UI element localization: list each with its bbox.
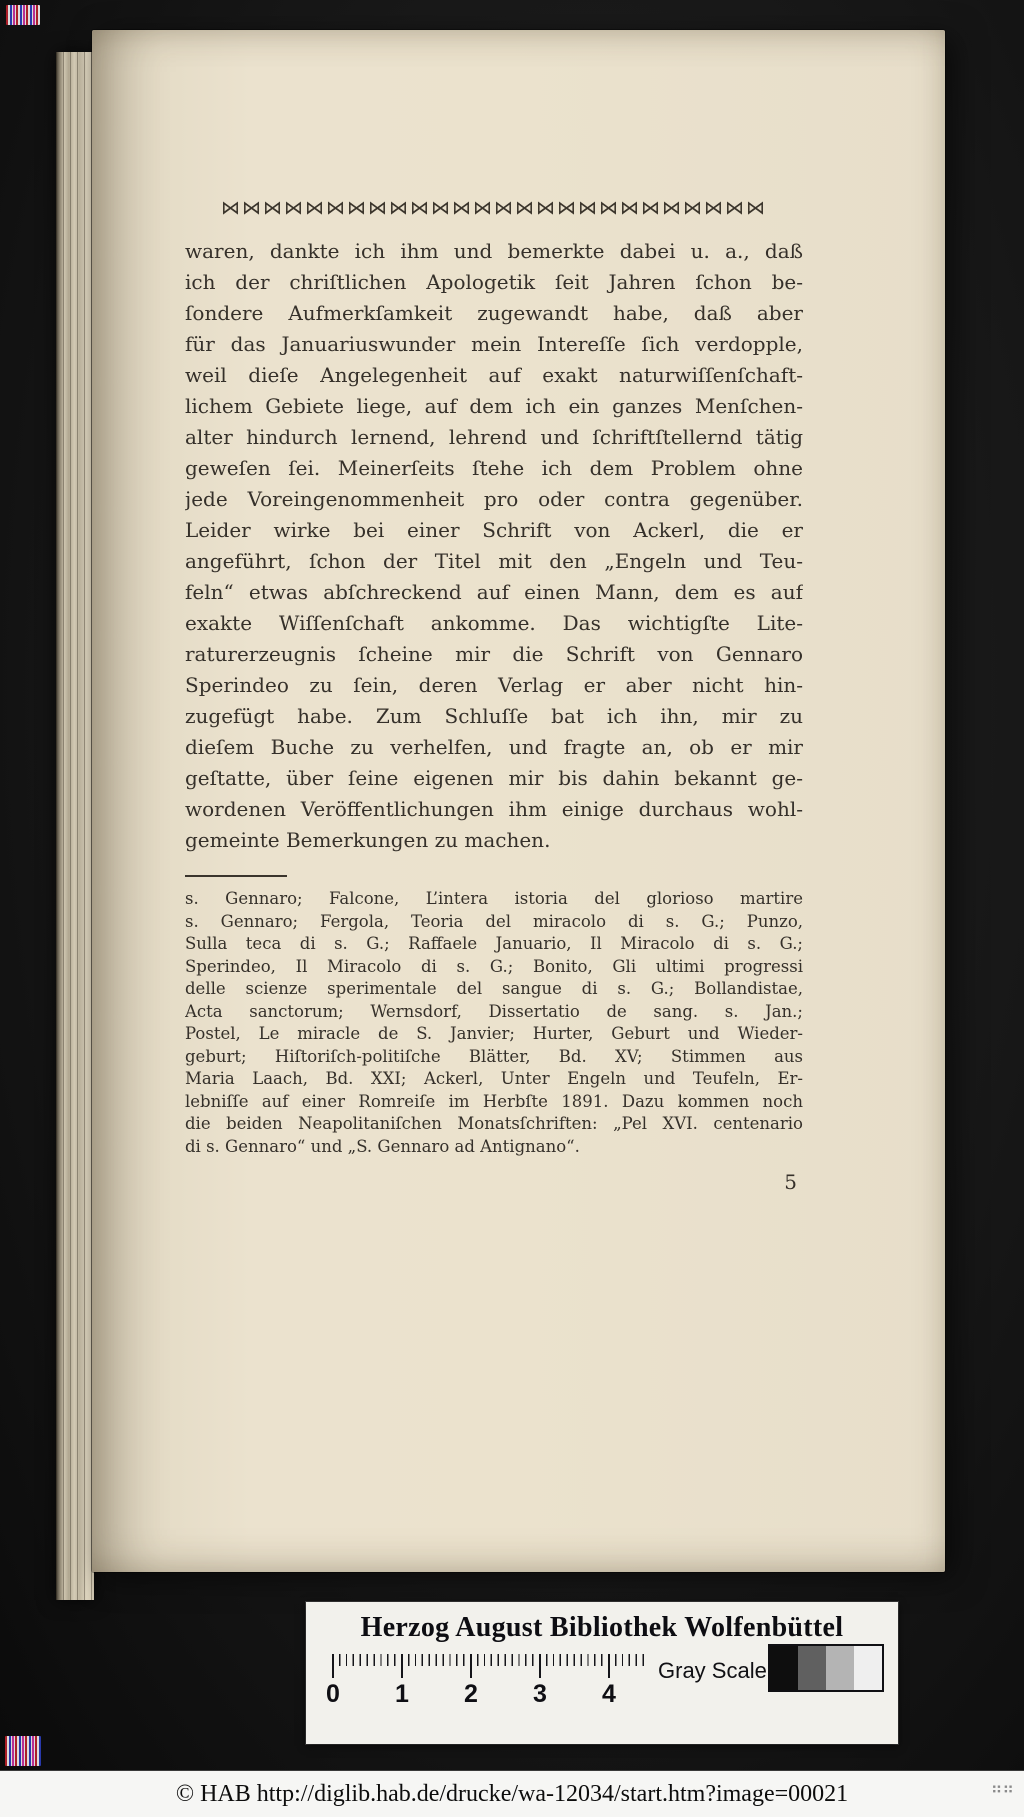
gray-swatch xyxy=(798,1646,826,1690)
footnote-line: lebniſſe auf einer Romreiſe im Herbſte 1891. Dazu kommen noch xyxy=(185,1091,803,1111)
color-calibration-mark-top xyxy=(6,5,40,25)
body-text-line: gemeinte Bemerkungen zu machen. xyxy=(185,828,551,852)
gray-scale-label: Gray Scale xyxy=(658,1658,767,1683)
ruler-numbers xyxy=(326,1680,646,1712)
body-text-line: angeführt, ſchon der Titel mit den „Engeln und Teu- xyxy=(185,549,803,573)
body-text-line: feln“ etwas abſchreckend auf einen Mann, dem es auf xyxy=(185,580,803,604)
footer-dots-icon: ⠛⠛ xyxy=(990,1783,1014,1802)
book-page xyxy=(92,30,945,1572)
footnote-line: s. Gennaro; Falcone, L’intera istoria del glorioso martire xyxy=(185,889,803,908)
book-page-edges xyxy=(56,52,94,1600)
ruler-number: 2 xyxy=(464,1680,478,1708)
page-number: 5 xyxy=(784,1170,797,1194)
gray-scale-swatches xyxy=(768,1644,884,1692)
color-calibration-mark-bottom xyxy=(5,1736,41,1766)
ruler-ticks xyxy=(332,1654,646,1678)
footer-credit-bar xyxy=(0,1771,1024,1817)
footnote-line: Acta sanctorum; Wernsdorf, Dissertatio de sang. s. Jan.; xyxy=(185,1001,803,1021)
body-text-line: exakte Wiſſenſchaft ankomme. Das wichtigſte Lite- xyxy=(185,611,803,635)
footnote-rule xyxy=(185,875,287,877)
body-text-line: geweſen ſei. Meinerſeits ſtehe ich dem Problem ohne xyxy=(185,456,803,480)
body-text-line: wordenen Veröffentlichungen ihm einige durchaus wohl- xyxy=(185,797,803,821)
body-text-line: jede Voreingenommenheit pro oder contra gegenüber. xyxy=(185,487,803,511)
body-text xyxy=(185,236,803,856)
footnote-line: die beiden Neapolitaniſchen Monatsſchriften: „Pel XVI. centenario xyxy=(185,1114,803,1133)
ruler-number: 3 xyxy=(533,1680,547,1708)
card-title: Herzog August Bibliothek Wolfenbüttel xyxy=(360,1612,844,1643)
footnote-line: Maria Laach, Bd. XXI; Ackerl, Unter Engeln und Teufeln, Er- xyxy=(185,1069,803,1088)
ruler-number: 0 xyxy=(326,1680,340,1708)
ruler-number: 1 xyxy=(395,1680,409,1708)
body-text-line: waren, dankte ich ihm und bemerkte dabei u. a., daß xyxy=(185,239,803,263)
body-text-line: alter hindurch lernend, lehrend und ſchriftſtellernd tätig xyxy=(185,425,803,449)
body-text-line: Leider wirke bei einer Schrift von Ackerl, die er xyxy=(185,518,803,542)
body-text-line: zugefügt habe. Zum Schluſſe bat ich ihn, mir zu xyxy=(185,704,803,728)
body-text-line: für das Januariuswunder mein Intereſſe ſich verdopple, xyxy=(185,332,803,356)
body-text-line: geſtatte, über ſeine eigenen mir bis dahin bekannt ge- xyxy=(185,766,803,790)
gray-swatch xyxy=(770,1646,798,1690)
footnote-text xyxy=(185,888,803,1158)
library-scale-card xyxy=(306,1602,898,1744)
ruler-number: 4 xyxy=(602,1680,616,1708)
footnote-line: Postel, Le miracle de S. Janvier; Hurter, Geburt und Wieder- xyxy=(185,1024,803,1043)
gray-swatch xyxy=(854,1646,882,1690)
body-text-line: dieſem Buche zu verhelfen, und fragte an, ob er mir xyxy=(185,735,803,759)
footer-credit-text: © HAB http://diglib.hab.de/drucke/wa-12034/start.htm?image=00021 xyxy=(175,1781,849,1807)
footnote-line: Sperindeo, Il Miracolo di s. G.; Bonito, Gli ultimi progressi xyxy=(185,956,803,976)
body-text-line: ich der chriſtlichen Apologetik ſeit Jahren ſchon be- xyxy=(185,270,803,294)
body-text-line: lichem Gebiete liege, auf dem ich ein ganzes Menſchen- xyxy=(185,394,803,418)
footnote-line: Sulla teca di s. G.; Raffaele Januario, Il Miracolo di s. G.; xyxy=(185,934,803,953)
footnote-line: geburt; Hiſtoriſch-politiſche Blätter, Bd. XV; Stimmen aus xyxy=(185,1046,803,1066)
footnote-line: delle scienze sperimentale del sangue di s. G.; Bollandistae, xyxy=(185,979,803,998)
body-text-line: weil dieſe Angelegenheit auf exakt naturwiſſenſchaft- xyxy=(185,363,803,387)
body-text-line: ſondere Aufmerkſamkeit zugewandt habe, daß aber xyxy=(185,301,803,325)
body-text-line: Sperindeo zu ſein, deren Verlag er aber nicht hin- xyxy=(185,673,803,697)
footnote-line: di s. Gennaro“ und „S. Gennaro ad Antignano“. xyxy=(185,1136,580,1156)
body-text-line: raturerzeugnis ſcheine mir die Schrift von Gennaro xyxy=(185,642,803,666)
gray-swatch xyxy=(826,1646,854,1690)
footnote-line: s. Gennaro; Fergola, Teoria del miracolo di s. G.; Punzo, xyxy=(185,911,803,931)
ornament-border: ⋈⋈⋈⋈⋈⋈⋈⋈⋈⋈⋈⋈⋈⋈⋈⋈⋈⋈⋈⋈⋈⋈⋈⋈⋈⋈ xyxy=(221,197,767,219)
